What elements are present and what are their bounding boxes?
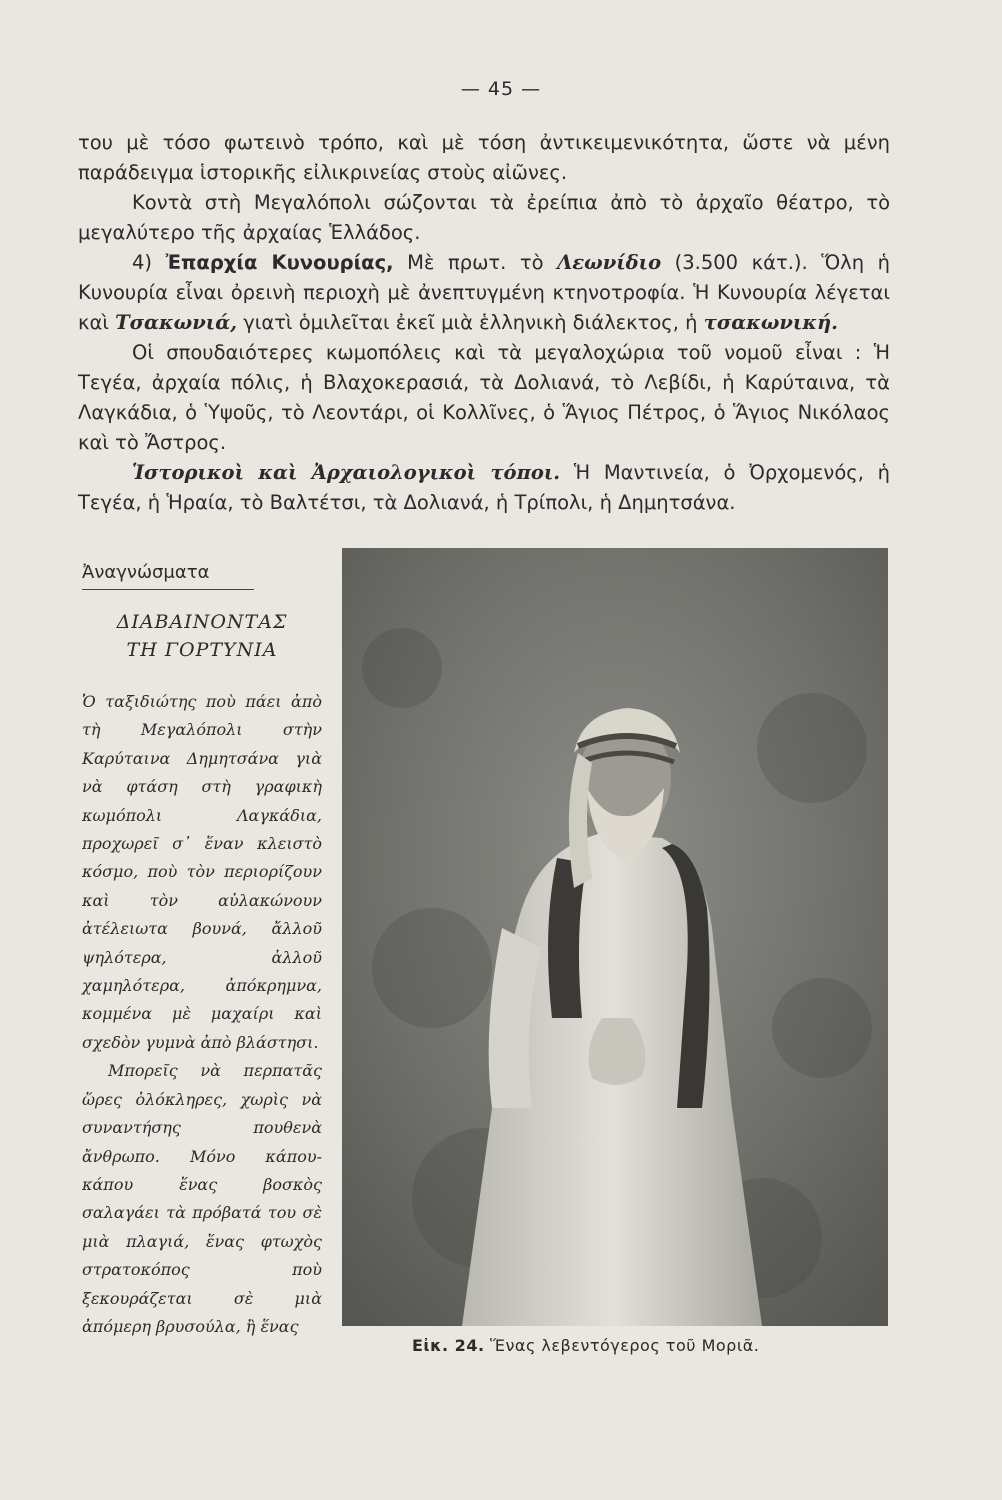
section-heading: Ἐπαρχία Κυνουρίας,	[165, 251, 394, 274]
photograph	[342, 548, 888, 1326]
readings-heading: Ἀναγνώσματα	[82, 562, 254, 590]
paragraph-3-text-c: γιατὶ ὁμιλεῖται ἐκεῖ μιὰ ἑλληνικὴ διάλεκτος, ἡ	[243, 311, 698, 334]
capital-name: Λεωνίδιο	[557, 251, 662, 274]
reading-title-line-1: ΔΙΑΒΑΙΝΟΝΤΑΣ	[116, 611, 288, 633]
readings-column	[82, 562, 322, 1341]
paragraph-3-text-b: (3.500 κάτ.). Ὅλη ἡ Κυνουρία εἶναι ὀρεινὴ περιοχὴ μὲ ἀνεπτυγμένη κτηνοτροφία. Ἡ Κυνουρία λέγεται καὶ	[78, 251, 890, 334]
tsakonia-term: Τσακωνιά,	[115, 311, 237, 334]
paragraph-5	[78, 458, 890, 518]
historic-sites-text: Ἡ Μαντινεία, ὁ Ὀρχομενός, ἡ Τεγέα, ἡ Ἡραία, τὸ Βαλτέτσι, τὰ Δολιανά, ἡ Τρίπολι, ἡ Δημητσάνα.	[78, 461, 890, 514]
paragraph-3	[78, 248, 890, 338]
historic-sites-heading: Ἱστορικοὶ καὶ Ἀρχαιολογικοὶ τόποι.	[132, 461, 561, 484]
reading-paragraph-1: Ὁ ταξιδιώτης ποὺ πάει ἀπὸ τὴ Μεγαλόπολι στὴν Καρύταινα Δημητσάνα γιὰ νὰ φτάση στὴ γραφικὴ κωμόπολι Λαγκάδια, προχωρεῖ σ᾿ ἕναν κλειστὸ κόσμο, ποὺ τὸν περιορίζουν καὶ τὸν αὐλακώνουν ἀτέλειωτα βουνά, ἄλλοῦ ψηλότερα, ἀλλοῦ χαμηλότερα, ἀπόκρημνα, κομμένα μὲ μαχαίρι καὶ σχεδὸν γυμνὰ ἀπὸ βλάστησι.	[82, 692, 322, 1052]
paragraph-2: Κοντὰ στὴ Μεγαλόπολι σώζονται τὰ ἐρείπια ἀπὸ τὸ ἀρχαῖο θέατρο, τὸ μεγαλύτερο τῆς ἀρχαίας Ἑλλάδος.	[78, 191, 890, 244]
figure-label: Εἰκ. 24.	[412, 1336, 485, 1355]
reading-title-line-2: ΤΗ ΓΟΡΤΥΝΙΑ	[126, 639, 278, 661]
figure-caption-text: Ἕνας λεβεντόγερος τοῦ Μοριᾶ.	[490, 1336, 760, 1355]
dialect-term: τσακωνική.	[703, 311, 838, 334]
figure-caption	[412, 1336, 892, 1355]
reading-paragraph-2: Μπορεῖς νὰ περπατᾶς ὥρες ὁλόκληρες, χωρὶς νὰ συναντήσης πουθενὰ ἄνθρωπο. Μόνο κάπου-κάπου ἕνας βοσκὸς σαλαγάει τὰ πρόβατά του σὲ μιὰ πλαγιά, ἕνας φτωχὸς στρατοκόπος ποὺ ξεκουράζεται σὲ μιὰ ἀπόμερη βρυσούλα, ἢ ἕνας	[82, 1061, 322, 1336]
paragraph-4: Οἱ σπουδαιότερες κωμοπόλεις καὶ τὰ μεγαλοχώρια τοῦ νομοῦ εἶναι : Ἡ Τεγέα, ἀρχαία πόλις, ἡ Βλαχοκερασιά, τὰ Δολιανά, τὸ Λεβίδι, ἡ Καρύταινα, τὰ Λαγκάδια, ὁ Ὑψοῦς, τὸ Λεοντάρι, οἱ Κολλῖνες, ὁ Ἅγιος Πέτρος, ὁ Ἅγιος Νικόλαος καὶ τὸ Ἄστρος.	[78, 341, 890, 454]
paragraph-3-text-a: Μὲ πρωτ. τὸ	[407, 251, 544, 274]
page-number: — 45 —	[460, 78, 542, 100]
reading-title	[82, 608, 322, 664]
paragraph-1: του μὲ τόσο φωτεινὸ τρόπο, καὶ μὲ τόση ἀντικειμενικότητα, ὥστε νὰ μένη παράδειγμα ἱστορικῆς εἰλικρινείας στοὺς αἰῶνες.	[78, 131, 890, 184]
section-number: 4)	[132, 251, 153, 274]
reading-body	[82, 688, 322, 1341]
body-text	[78, 128, 890, 518]
old-man-photo	[342, 548, 888, 1326]
